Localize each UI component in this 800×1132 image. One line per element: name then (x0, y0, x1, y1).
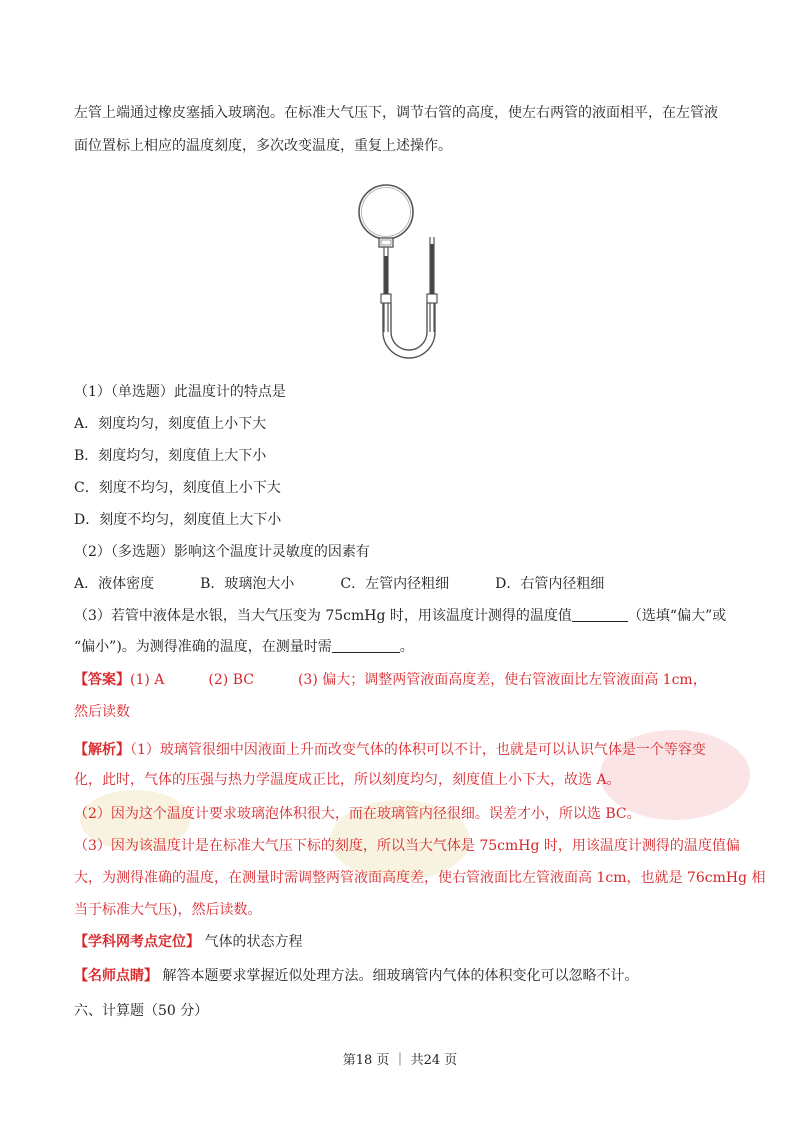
thermometer-figure (350, 182, 450, 362)
answer-line-2: 然后读数 (74, 704, 130, 720)
analysis-line-6: 当于标准大气压)，然后读数。 (74, 902, 262, 918)
q2-stem: （2）（多选题）影响这个温度计灵敏度的因素有 (74, 544, 370, 560)
q1-option-a: A．刻度均匀，刻度值上小下大 (74, 416, 267, 432)
q3-line-1 (74, 606, 726, 626)
answer-line-1 (74, 670, 707, 690)
knowledge-point (74, 932, 302, 952)
q3-line-1-text: （3）若管中液体是水银，当大气压变为 75cmHg 时，用该温度计测得的温度值 (74, 608, 572, 624)
analysis-label: 【解析】 (74, 742, 130, 758)
answer-part-2: (2) BC (208, 672, 254, 688)
answer-part-3: (3) 偏大；调整两管液面高度差，使右管液面比左管液面高 1cm， (297, 672, 707, 688)
intro-line-1: 左管上端通过橡皮塞插入玻璃泡。在标准大气压下，调节右管的高度，使左右两管的液面相平，在左管液 (74, 105, 718, 121)
q2-options (74, 574, 650, 594)
page-footer: 第18 页 ｜ 共24 页 (342, 1053, 458, 1068)
q2-option-d: D．右管内径粗细 (495, 576, 605, 592)
analysis-line-1 (74, 740, 706, 760)
teacher-tip-text: 解答本题要求掌握近似处理方法。细玻璃管内气体的体积变化可以忽略不计。 (162, 968, 639, 984)
section-heading: 六、计算题（50 分） (74, 1003, 209, 1019)
answer-blank-2 (332, 637, 400, 653)
knowledge-point-text: 气体的状态方程 (204, 934, 303, 950)
answer-part-1: (1) A (130, 672, 165, 688)
q1-option-b: B．刻度均匀，刻度值上大下小 (74, 448, 267, 464)
q1-option-d: D．刻度不均匀，刻度值上大下小 (74, 512, 282, 528)
q2-option-c: C．左管内径粗细 (340, 576, 450, 592)
answer-blank-1 (572, 606, 628, 622)
q2-option-a: A．液体密度 (74, 576, 155, 592)
q2-option-b: B．玻璃泡大小 (200, 576, 295, 592)
intro-line-2: 面位置标上相应的温度刻度，多次改变温度，重复上述操作。 (74, 138, 452, 154)
q1-stem: （1）（单选题）此温度计的特点是 (74, 384, 286, 400)
q3-line-2 (74, 637, 414, 657)
answer-label: 【答案】 (74, 672, 130, 688)
analysis-line-2: 化，此时，气体的压强与热力学温度成正比，所以刻度均匀，刻度值上小下大，故选 A。 (74, 772, 621, 788)
teacher-tip-label: 【名师点睛】 (74, 968, 158, 984)
analysis-line-4: （3）因为该温度计是在标准大气压下标的刻度，所以当大气体是 75cmHg 时，用该温度计测得的温度值偏 (74, 838, 740, 854)
analysis-line-3: （2）因为这个温度计要求玻璃泡体积很大，而在玻璃管内径很细。误差才小，所以选 BC。 (74, 806, 641, 822)
q1-option-c: C．刻度不均匀，刻度值上小下大 (74, 480, 281, 496)
analysis-text-1: （1）玻璃管很细中因液面上升而改变气体的体积可以不计，也就是可以认识气体是一个等容变 (130, 742, 706, 758)
knowledge-point-label: 【学科网考点定位】 (74, 934, 200, 950)
analysis-line-5: 大，为测得准确的温度，在测量时需调整两管液面高度差，使右管液面比左管液面高 1cm，也就是 76cmHg 相 (74, 870, 766, 886)
q3-line-1-suffix: （选填“偏大”或 (627, 608, 727, 624)
teacher-tip (74, 966, 638, 986)
q3-line-2-text: “偏小”)。为测得准确的温度，在测量时需 (74, 639, 332, 655)
q3-line-2-suffix: 。 (399, 639, 414, 655)
